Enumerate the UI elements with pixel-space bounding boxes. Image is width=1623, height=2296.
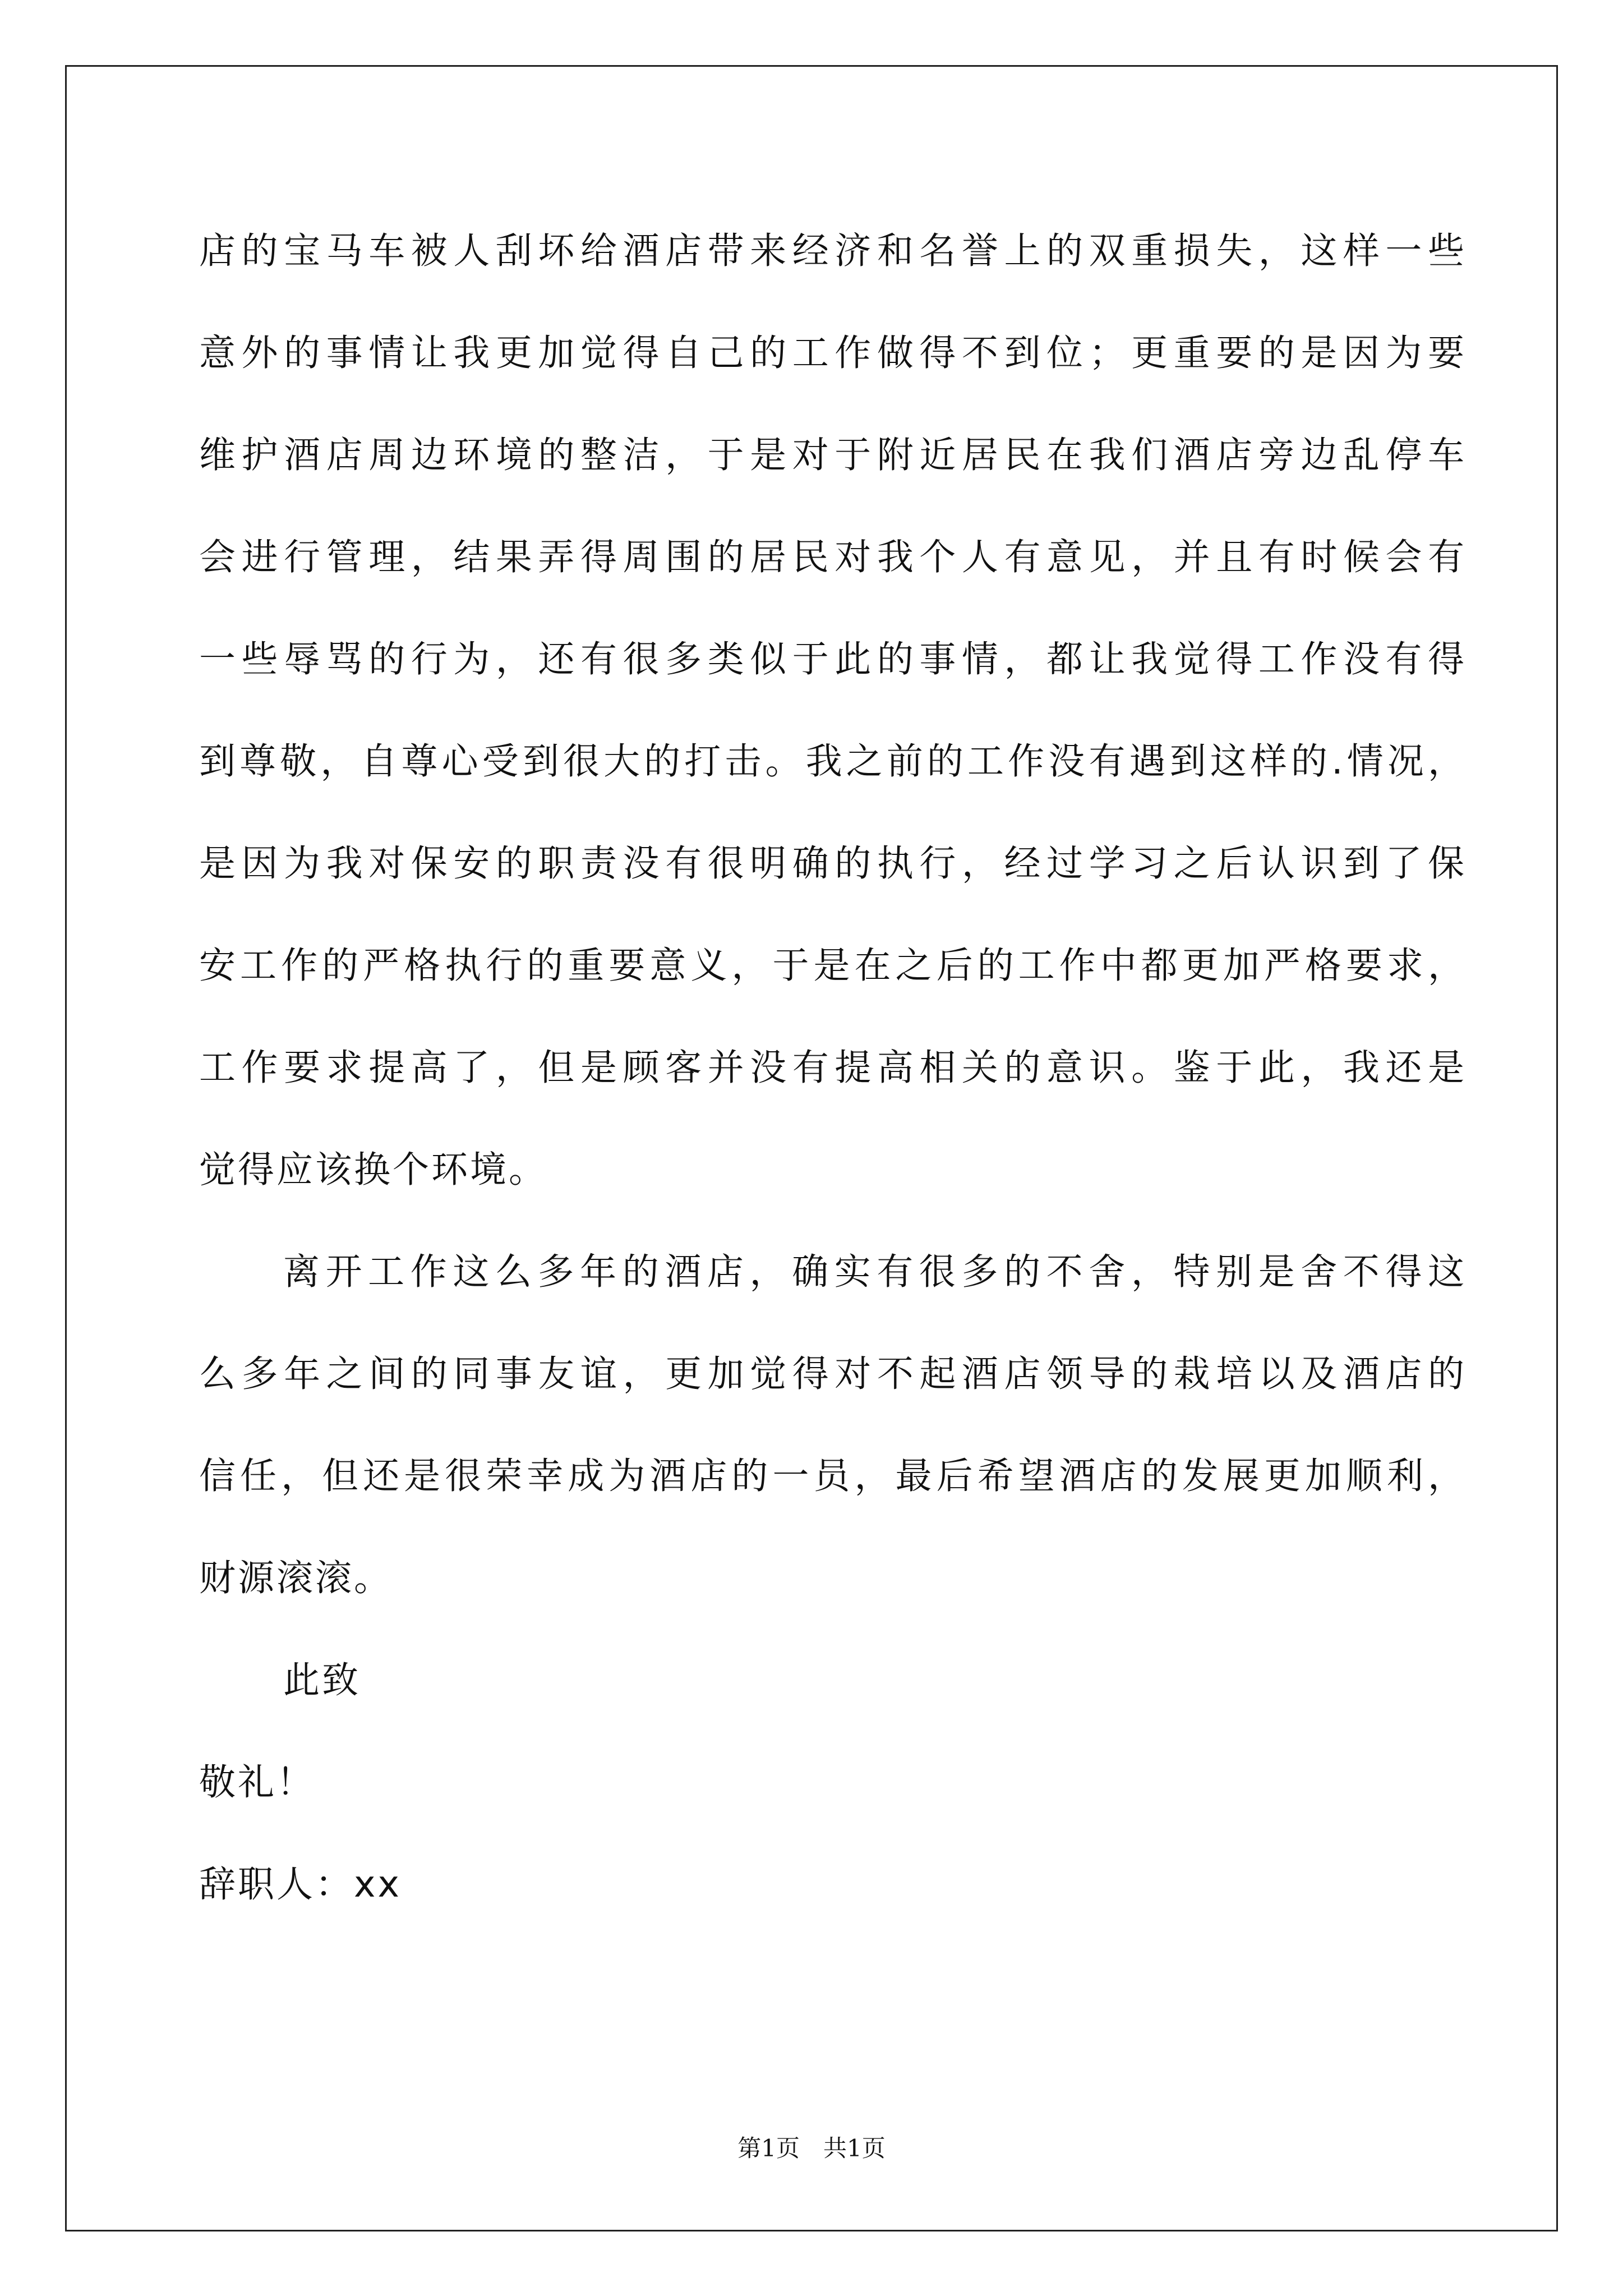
signature: 辞职人：xx: [199, 1864, 402, 1906]
paragraph-line: 会进行管理，结果弄得周围的居民对我个人有意见，并且有时候会有: [199, 536, 1467, 578]
paragraph-line: 店的宝马车被人刮坏给酒店带来经济和名誉上的双重损失，这样一些: [199, 230, 1467, 272]
paragraph-line: 么多年之间的同事友谊，更加觉得对不起酒店领导的栽培以及酒店的: [199, 1353, 1467, 1395]
paragraph-line: 一些辱骂的行为，还有很多类似于此的事情，都让我觉得工作没有得: [199, 638, 1467, 680]
paragraph-line: 意外的事情让我更加觉得自己的工作做得不到位；更重要的是因为要: [199, 332, 1467, 374]
closing: 此致: [283, 1659, 361, 1701]
paragraph-line: 到尊敬，自尊心受到很大的打击。我之前的工作没有遇到这样的.情况，: [199, 740, 1467, 783]
paragraph-line: 安工作的严格执行的重要意义，于是在之后的工作中都更加严格要求，: [199, 945, 1467, 987]
paragraph-line: 信任，但还是很荣幸成为酒店的一员，最后希望酒店的发展更加顺利，: [199, 1455, 1467, 1497]
paragraph-line: 工作要求提高了，但是顾客并没有提高相关的意识。鉴于此，我还是: [199, 1047, 1467, 1089]
salutation: 敬礼！: [199, 1761, 316, 1803]
paragraph-line: 离开工作这么多年的酒店，确实有很多的不舍，特别是舍不得这: [283, 1251, 1467, 1293]
page-footer: 第1页 共1页: [737, 2134, 886, 2162]
paragraph-line: 维护酒店周边环境的整洁，于是对于附近居民在我们酒店旁边乱停车: [199, 434, 1467, 476]
paragraph-line: 觉得应该换个环境。: [199, 1149, 548, 1191]
paragraph-line: 财源滚滚。: [199, 1557, 393, 1599]
paragraph-line: 是因为我对保安的职责没有很明确的执行，经过学习之后认识到了保: [199, 843, 1467, 885]
